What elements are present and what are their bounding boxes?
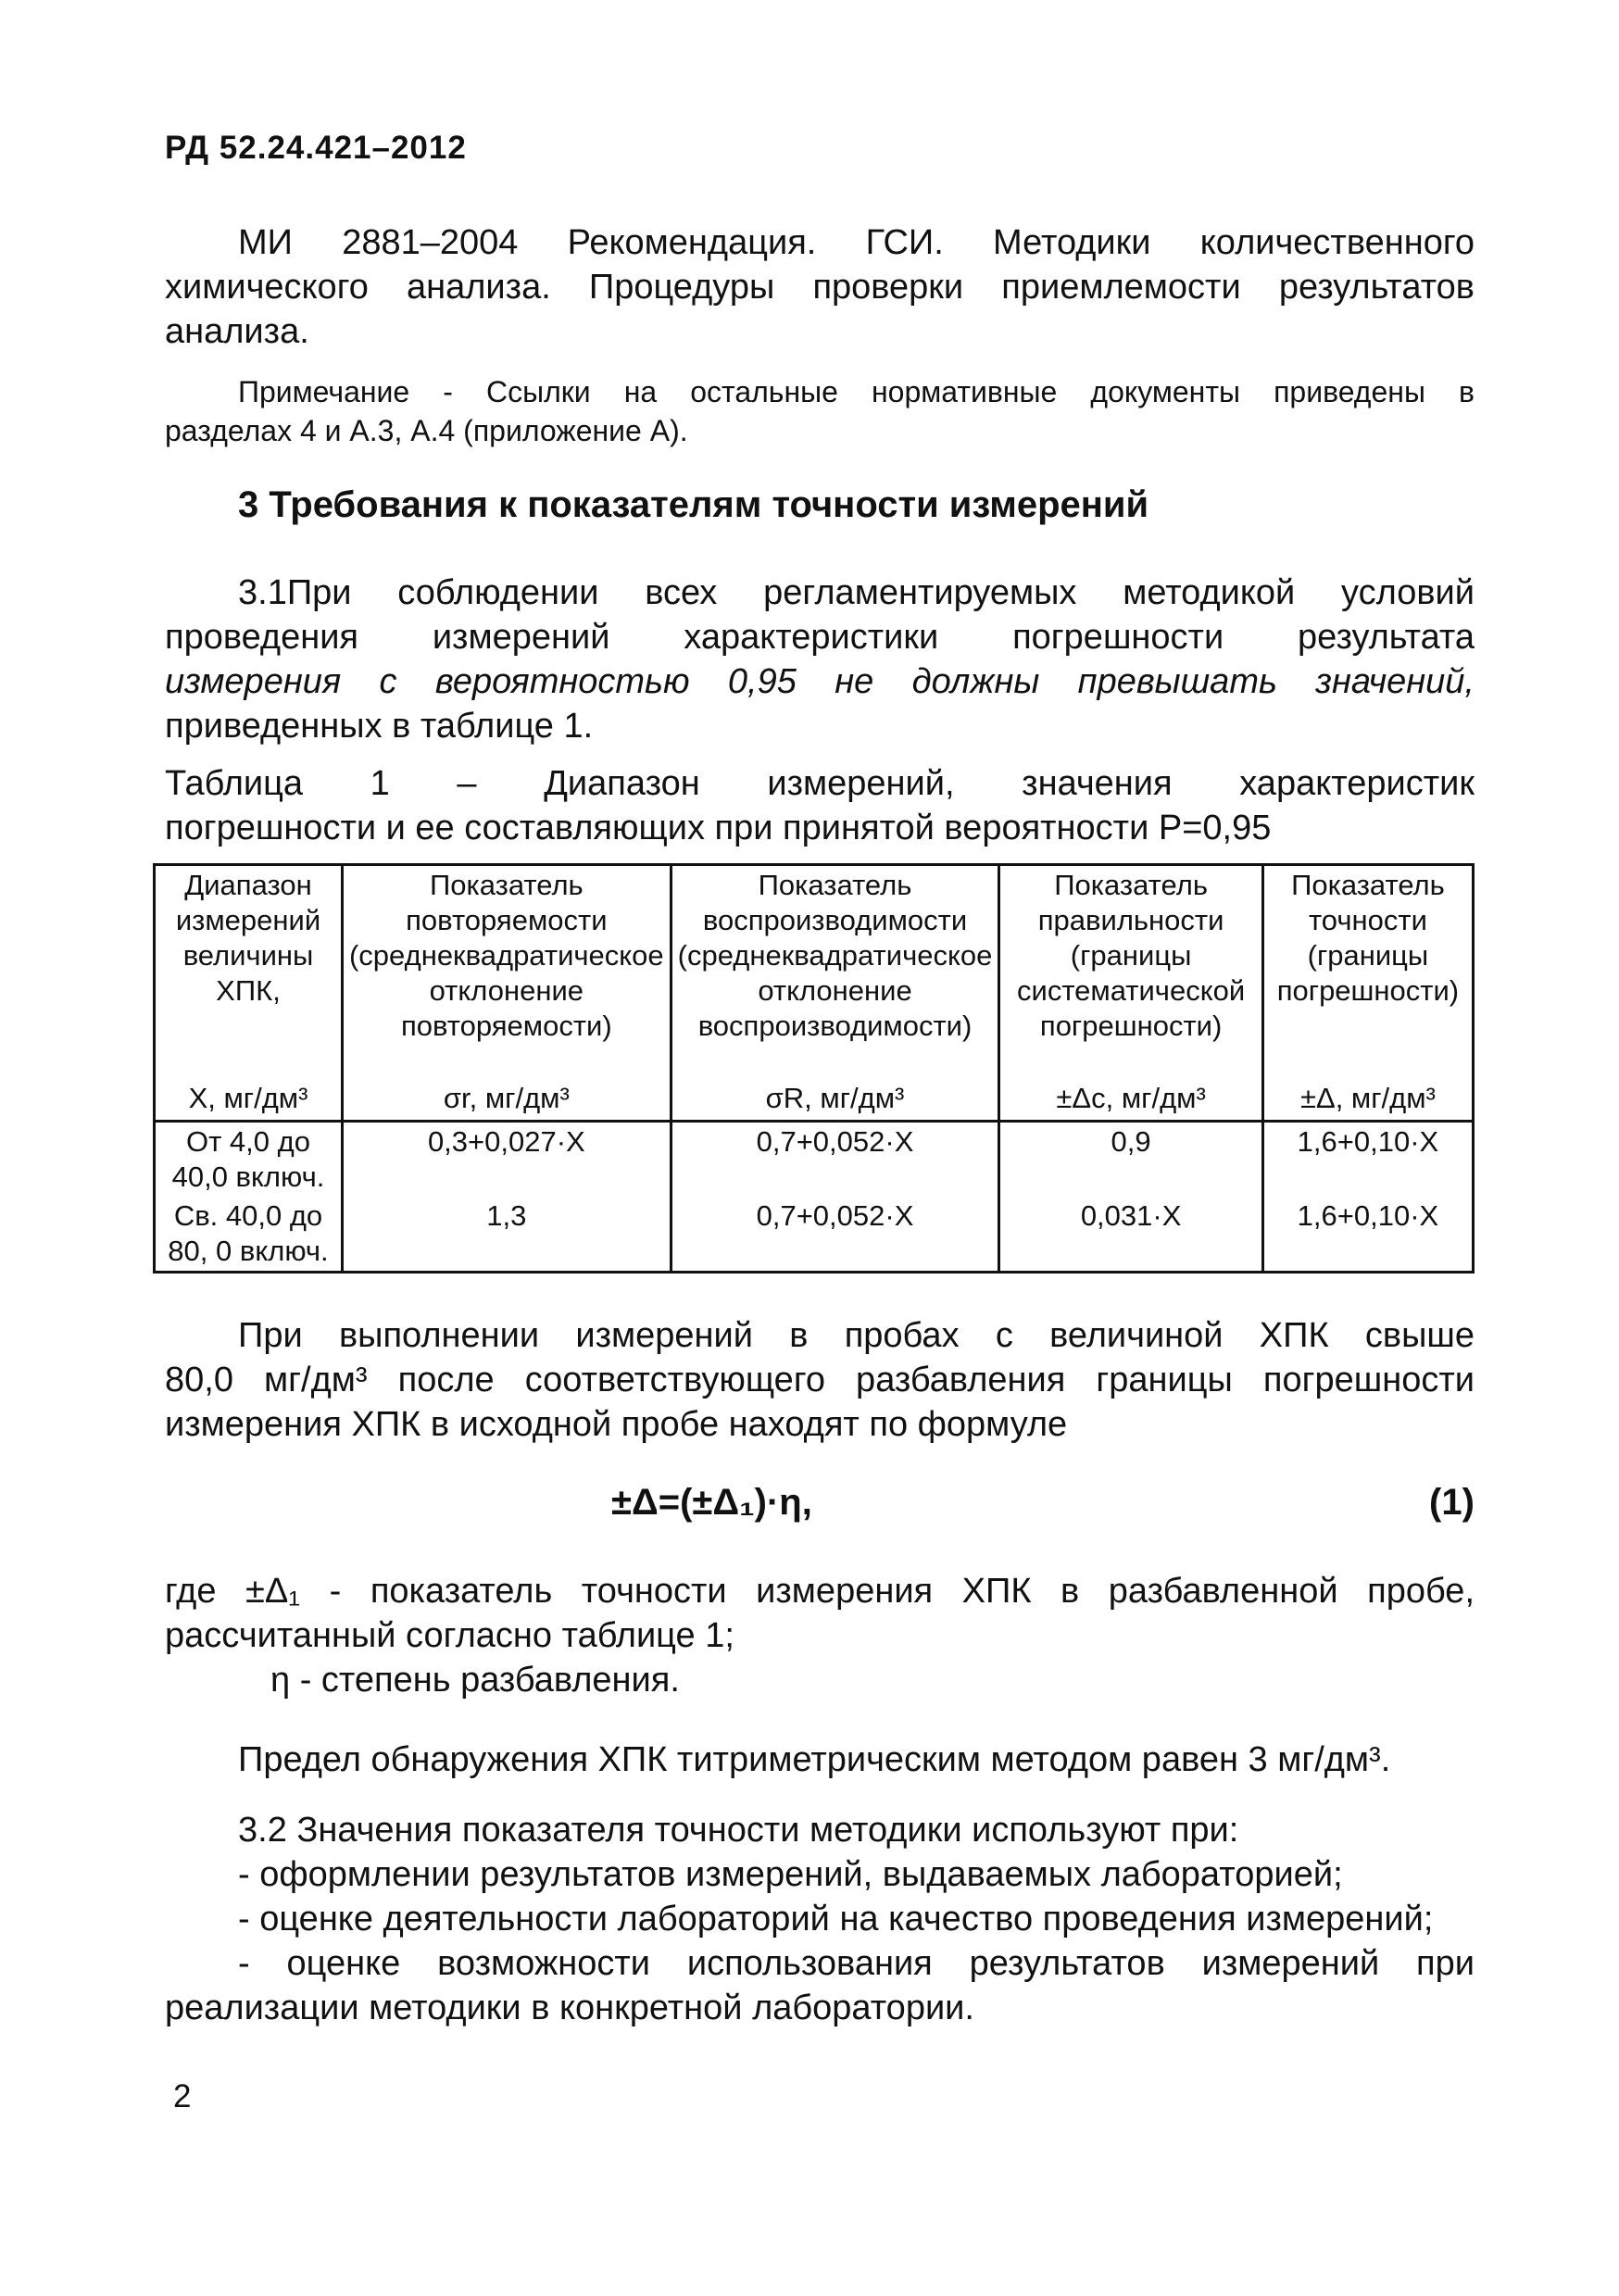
header-repeatability: Показатель повторяемости (среднеквадратическое отклонение повторяемости) σr, мг/дм³: [342, 865, 671, 1122]
table-cell: 0,9: [999, 1122, 1263, 1198]
table-header-row: [155, 865, 1474, 1122]
table-cell: 0,3+0,027·Х: [342, 1122, 671, 1198]
table-caption-line-1: Таблица 1 – Диапазон измерений, значения характеристик: [165, 764, 1475, 803]
p31-line-2: проведения измерений характеристики погрешности результата: [165, 618, 1475, 657]
p32-line-5: реализации методики в конкретной лаборатории.: [165, 1989, 974, 2027]
formula-number: (1): [1429, 1482, 1475, 1523]
after-table-line-2: 80,0 мг/дм³ после соответствующего разбавления границы погрешности: [165, 1361, 1475, 1399]
p31-line-3: измерения с вероятностью 0,95 не должны превышать значений,: [165, 662, 1475, 701]
table-cell: 0,7+0,052·Х: [671, 1197, 999, 1273]
after-table-line-3: измерения ХПК в исходной пробе находят по формуле: [165, 1405, 1068, 1444]
p32-line-3: - оценке деятельности лабораторий на качество проведения измерений;: [238, 1900, 1434, 1938]
document-code: РД 52.24.421–2012: [165, 130, 467, 166]
table-caption-line-2: погрешности и ее составляющих при принятой вероятности Р=0,95: [165, 809, 1272, 847]
eta-line: η - степень разбавления.: [270, 1661, 680, 1700]
table-row: [155, 1197, 1474, 1273]
p32-line-4: - оценке возможности использования результатов измерений при: [238, 1944, 1475, 1983]
table-cell: 1,6+0,10·Х: [1262, 1122, 1473, 1198]
accuracy-table: [153, 863, 1475, 1273]
where-line-1: где ±Δ₁ - показатель точности измерения ХПК в разбавленной пробе,: [165, 1572, 1475, 1611]
table-cell: От 4,0 до 40,0 включ.: [155, 1122, 343, 1198]
note-line-1: Примечание - Ссылки на остальные нормативные документы приведены в: [238, 375, 1475, 408]
mi-reference-line-1: МИ 2881–2004 Рекомендация. ГСИ. Методики количественного: [238, 223, 1475, 262]
table-cell: 0,031·Х: [999, 1197, 1263, 1273]
p31-line-1: 3.1При соблюдении всех регламентируемых методикой условий: [238, 573, 1475, 612]
p31-line-4: приведенных в таблице 1.: [165, 707, 594, 746]
table-cell: 1,6+0,10·Х: [1262, 1197, 1473, 1273]
header-range: Диапазон измерений величины ХПК, Х, мг/дм³: [155, 865, 343, 1122]
header-accuracy: Показатель точности (границы погрешности) ±Δ, мг/дм³: [1262, 865, 1473, 1122]
p32-line-1: 3.2 Значения показателя точности методики используют при:: [238, 1811, 1239, 1850]
header-trueness: Показатель правильности (границы систематической погрешности) ±Δc, мг/дм³: [999, 865, 1263, 1122]
table-cell: Св. 40,0 до 80, 0 включ.: [155, 1197, 343, 1273]
after-table-line-1: При выполнении измерений в пробах с величиной ХПК свыше: [238, 1316, 1475, 1355]
mi-reference-line-3: анализа.: [165, 312, 309, 351]
table-cell: 1,3: [342, 1197, 671, 1273]
table-cell: 0,7+0,052·Х: [671, 1122, 999, 1198]
formula: ±Δ=(±Δ₁)·η,: [611, 1482, 812, 1523]
header-reproducibility: Показатель воспроизводимости (среднеквадратическое отклонение воспроизводимости) σR, мг/дм³: [671, 865, 999, 1122]
note-line-2: разделах 4 и А.3, А.4 (приложение А).: [165, 414, 688, 447]
section-heading: 3 Требования к показателям точности измерений: [238, 484, 1149, 525]
page-number: 2: [173, 2078, 192, 2114]
p32-line-2: - оформлении результатов измерений, выдаваемых лабораторией;: [238, 1855, 1343, 1894]
table-row: [155, 1122, 1474, 1198]
where-line-2: рассчитанный согласно таблице 1;: [165, 1616, 734, 1655]
detection-limit: Предел обнаружения ХПК титриметрическим методом равен 3 мг/дм³.: [238, 1740, 1391, 1779]
mi-reference-line-2: химического анализа. Процедуры проверки приемлемости результатов: [165, 268, 1475, 307]
